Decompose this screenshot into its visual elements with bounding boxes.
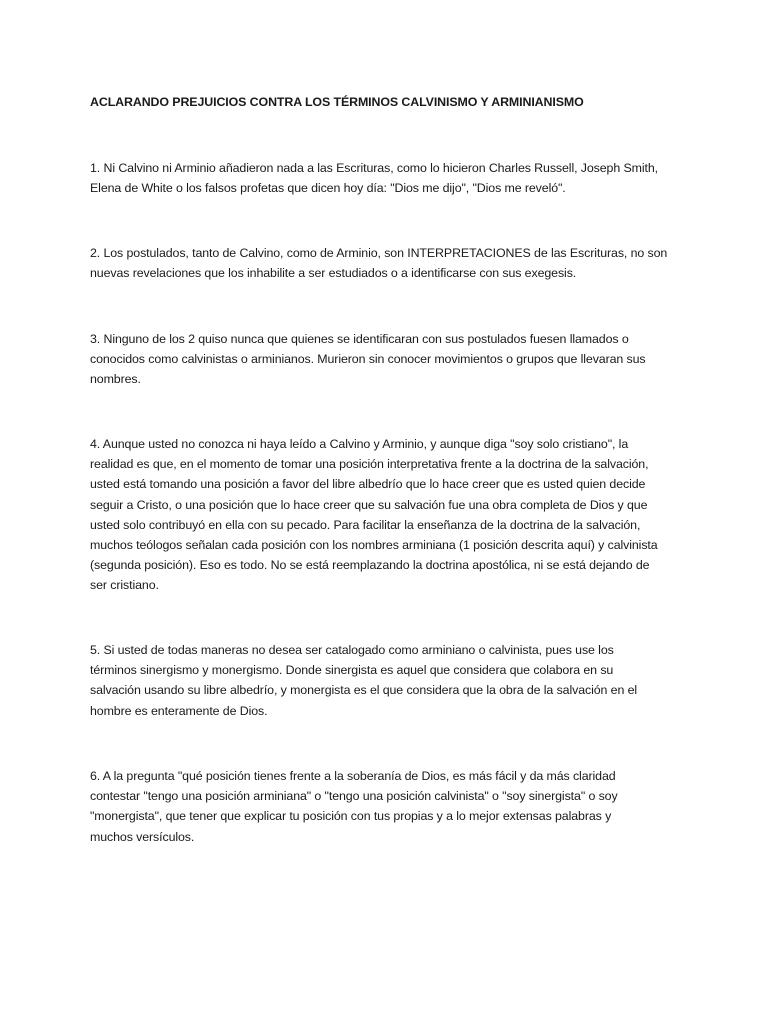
paragraph-5	[90, 640, 690, 721]
paragraph-line: muchos versículos.	[90, 829, 195, 844]
paragraph-line: realidad es que, en el momento de tomar una posición interpretativa frente a la doctrina de la salvación,	[90, 457, 649, 472]
paragraph-line: nuevas revelaciones que los inhabilite a ser estudiados o a identificarse con sus exegesis.	[90, 266, 577, 281]
paragraph-line: 5. Si usted de todas maneras no desea ser catalogado como arminiano o calvinista, pues use los	[90, 643, 614, 657]
paragraph-line: 3. Ninguno de los 2 quiso nunca que quienes se identificaran con sus postulados fuesen llamados o	[90, 332, 629, 346]
paragraph-line: usted está tomando una posición a favor del libre albedrío que lo hace creer que es usted quien decide	[90, 477, 646, 492]
paragraph-line: términos sinergismo y monergismo. Donde sinergista es aquel que considera que colabora en su	[90, 663, 614, 678]
paragraph-1	[90, 158, 690, 198]
paragraph-line: muchos teólogos señalan cada posición con los nombres arminiana (1 posición descrita aquí) y calvinista	[90, 538, 658, 553]
paragraph-line: conocidos como calvinistas o arminianos. Murieron sin conocer movimientos o grupos que llevaran sus	[90, 352, 646, 367]
paragraph-line: seguir a Cristo, o una posición que lo hace creer que su salvación fue una obra completa de Dios y que	[90, 497, 648, 512]
paragraph-line: 6. A la pregunta "qué posición tienes frente a la soberanía de Dios, es más fácil y da más claridad	[90, 769, 616, 783]
paragraph-line: usted solo contribuyó en ella con su pecado. Para facilitar la enseñanza de la doctrina de la salvación,	[90, 517, 641, 532]
paragraph-2	[90, 243, 690, 283]
paragraph-line: 1. Ni Calvino ni Arminio añadieron nada a las Escrituras, como lo hicieron Charles Russell, Joseph Smith,	[90, 161, 659, 175]
paragraph-line: ser cristiano.	[90, 578, 159, 593]
paragraph-3	[90, 329, 690, 390]
paragraph-4	[90, 434, 690, 596]
paragraph-line: contestar "tengo una posición arminiana" o "tengo una posición calvinista" o "soy sinergista" o soy	[90, 789, 618, 804]
paragraph-line: nombres.	[90, 372, 141, 387]
paragraph-line: salvación usando su libre albedrío, y monergista es el que considera que la obra de la salvación en el	[90, 683, 638, 698]
document-title: ACLARANDO PREJUICIOS CONTRA LOS TÉRMINOS CALVINISMO Y ARMINIANISMO	[90, 95, 584, 109]
paragraph-line: hombre es enteramente de Dios.	[90, 703, 268, 718]
paragraph-line: 2. Los postulados, tanto de Calvino, como de Arminio, son INTERPRETACIONES de las Escrituras, no son	[90, 246, 668, 260]
paragraph-6	[90, 766, 690, 847]
paragraph-line: 4. Aunque usted no conozca ni haya leído a Calvino y Arminio, y aunque diga "soy solo cristiano", la	[90, 437, 629, 451]
paragraph-line: (segunda posición). Eso es todo. No se está reemplazando la doctrina apostólica, ni se está dejando de	[90, 558, 650, 573]
paragraph-line: Elena de White o los falsos profetas que dicen hoy día: "Dios me dijo", "Dios me reveló".	[90, 181, 566, 196]
paragraph-line: "monergista", que tener que explicar tu posición con tus propias y a lo mejor extensas palabras y	[90, 809, 612, 824]
